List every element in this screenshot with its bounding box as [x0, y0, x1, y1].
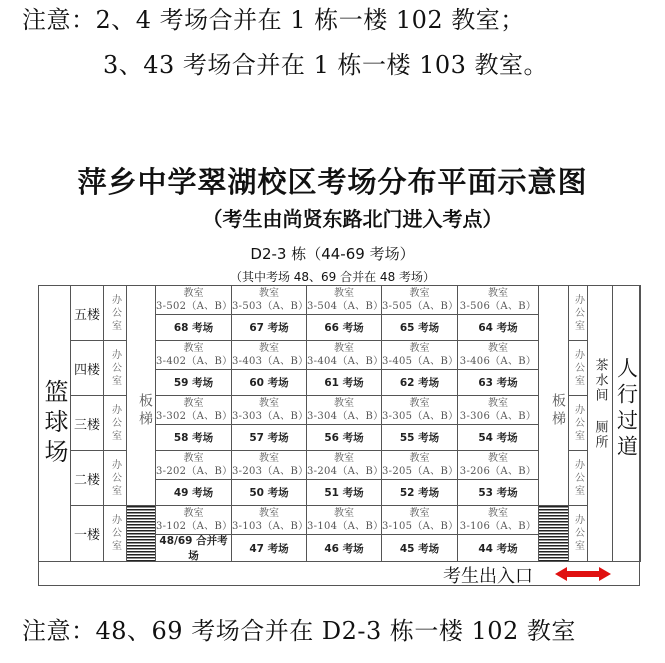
exam-room: 49 考场	[155, 479, 232, 506]
double-arrow-icon	[555, 566, 611, 585]
office-right: 办公室	[568, 285, 588, 341]
tea-room-restroom: 茶水间 厕所	[587, 285, 613, 562]
classroom	[155, 395, 232, 425]
stairs-right: 板梯	[538, 285, 569, 506]
classroom	[381, 450, 458, 480]
building-note: （其中考场 48、69 合并在 48 考场）	[229, 270, 436, 284]
basketball-court: 篮球场	[38, 285, 71, 562]
classroom-code: 3-503（A、B）	[232, 301, 309, 312]
floor-label: 二楼	[70, 450, 104, 506]
classroom	[306, 285, 382, 315]
pedestrian-walkway: 人行过道	[612, 285, 641, 562]
office-right: 办公室	[568, 505, 588, 562]
top-note-line-2: 3、43 考场合并在 1 栋一楼 103 教室。	[103, 51, 549, 79]
exam-room: 65 考场	[381, 314, 458, 341]
classroom-code: 3-203（A、B）	[232, 466, 309, 477]
classroom-code: 3-303（A、B）	[232, 411, 309, 422]
classroom-label: 教室	[409, 453, 430, 464]
classroom-label: 教室	[259, 453, 279, 464]
exam-room: 51 考场	[306, 479, 382, 506]
classroom	[457, 395, 539, 425]
exam-room: 46 考场	[306, 534, 382, 562]
entrance-label: 考生出入口	[443, 566, 533, 587]
page-title: 萍乡中学翠湖校区考场分布平面示意图	[77, 165, 588, 199]
exam-room: 55 考场	[381, 424, 458, 451]
classroom-code: 3-105（A、B）	[382, 521, 459, 532]
classroom-label: 教室	[334, 508, 354, 519]
classroom-code: 3-406（A、B）	[459, 356, 537, 367]
classroom-label: 教室	[488, 508, 508, 519]
classroom	[155, 340, 232, 370]
classroom-label: 教室	[183, 453, 204, 464]
classroom-label: 教室	[259, 343, 279, 354]
classroom	[381, 505, 458, 535]
exam-room: 44 考场	[457, 534, 539, 562]
classroom	[231, 340, 307, 370]
exam-room: 47 考场	[231, 534, 307, 562]
exam-room: 45 考场	[381, 534, 458, 562]
bottom-note: 注意：48、69 考场合并在 D2-3 栋一楼 102 教室	[22, 617, 576, 645]
classroom-code: 3-106（A、B）	[459, 521, 537, 532]
stairs-steps-left	[126, 505, 156, 562]
classroom-code: 3-502（A、B）	[156, 301, 233, 312]
building-name: D2-3 栋（44-69 考场）	[250, 245, 415, 263]
classroom-label: 教室	[334, 398, 354, 409]
page-subtitle: （考生由尚贤东路北门进入考点）	[202, 207, 503, 231]
classroom-label: 教室	[183, 398, 204, 409]
classroom	[381, 285, 458, 315]
classroom-code: 3-205（A、B）	[382, 466, 459, 477]
classroom	[231, 450, 307, 480]
classroom-code: 3-304（A、B）	[307, 411, 384, 422]
top-note-line-1: 注意：2、4 考场合并在 1 栋一楼 102 教室；	[22, 6, 525, 34]
classroom-label: 教室	[488, 343, 508, 354]
classroom-code: 3-504（A、B）	[307, 301, 384, 312]
classroom	[155, 505, 232, 535]
exam-room: 59 考场	[155, 369, 232, 396]
classroom	[306, 505, 382, 535]
classroom-code: 3-104（A、B）	[307, 521, 384, 532]
exam-room: 48/69 合并考场	[155, 534, 232, 562]
classroom	[231, 395, 307, 425]
exam-room: 50 考场	[231, 479, 307, 506]
office-left: 办公室	[103, 285, 127, 341]
classroom-code: 3-506（A、B）	[459, 301, 537, 312]
classroom	[457, 505, 539, 535]
office-right: 办公室	[568, 340, 588, 396]
classroom-label: 教室	[259, 508, 279, 519]
floor-label: 五楼	[70, 285, 104, 341]
classroom	[457, 285, 539, 315]
classroom	[231, 285, 307, 315]
exam-room: 60 考场	[231, 369, 307, 396]
classroom-label: 教室	[409, 508, 430, 519]
classroom	[381, 340, 458, 370]
classroom-code: 3-302（A、B）	[156, 411, 233, 422]
classroom-label: 教室	[409, 398, 430, 409]
classroom-code: 3-102（A、B）	[156, 521, 233, 532]
exam-room: 56 考场	[306, 424, 382, 451]
floor-label: 一楼	[70, 505, 104, 562]
classroom-label: 教室	[183, 343, 204, 354]
exam-room: 68 考场	[155, 314, 232, 341]
classroom-code: 3-505（A、B）	[382, 301, 459, 312]
classroom-code: 3-306（A、B）	[459, 411, 537, 422]
exam-room: 61 考场	[306, 369, 382, 396]
classroom-label: 教室	[259, 288, 279, 299]
classroom-code: 3-202（A、B）	[156, 466, 233, 477]
exam-room: 53 考场	[457, 479, 539, 506]
exam-room: 64 考场	[457, 314, 539, 341]
classroom-code: 3-204（A、B）	[307, 466, 384, 477]
exam-room: 57 考场	[231, 424, 307, 451]
classroom	[457, 340, 539, 370]
classroom-code: 3-404（A、B）	[307, 356, 384, 367]
office-right: 办公室	[568, 450, 588, 506]
office-left: 办公室	[103, 340, 127, 396]
classroom	[155, 450, 232, 480]
classroom-label: 教室	[334, 453, 354, 464]
classroom	[231, 505, 307, 535]
classroom	[155, 285, 232, 315]
classroom-label: 教室	[409, 288, 430, 299]
exam-room: 54 考场	[457, 424, 539, 451]
classroom-code: 3-206（A、B）	[459, 466, 537, 477]
classroom-label: 教室	[259, 398, 279, 409]
office-right: 办公室	[568, 395, 588, 451]
floor-plan	[38, 285, 640, 586]
classroom-label: 教室	[409, 343, 430, 354]
classroom-label: 教室	[488, 288, 508, 299]
classroom-label: 教室	[183, 508, 204, 519]
floor-label: 四楼	[70, 340, 104, 396]
classroom	[457, 450, 539, 480]
classroom	[306, 395, 382, 425]
floor-label: 三楼	[70, 395, 104, 451]
classroom-code: 3-103（A、B）	[232, 521, 309, 532]
exam-room: 63 考场	[457, 369, 539, 396]
classroom-code: 3-403（A、B）	[232, 356, 309, 367]
classroom-label: 教室	[334, 343, 354, 354]
classroom-label: 教室	[183, 288, 204, 299]
office-left: 办公室	[103, 505, 127, 562]
office-left: 办公室	[103, 395, 127, 451]
classroom-code: 3-405（A、B）	[382, 356, 459, 367]
stairs-left: 板梯	[126, 285, 156, 506]
exam-room: 62 考场	[381, 369, 458, 396]
classroom-code: 3-305（A、B）	[382, 411, 459, 422]
office-left: 办公室	[103, 450, 127, 506]
classroom-label: 教室	[488, 398, 508, 409]
exam-room: 52 考场	[381, 479, 458, 506]
classroom	[306, 340, 382, 370]
classroom-label: 教室	[334, 288, 354, 299]
classroom	[306, 450, 382, 480]
exam-room: 66 考场	[306, 314, 382, 341]
exam-room: 58 考场	[155, 424, 232, 451]
classroom	[381, 395, 458, 425]
classroom-label: 教室	[488, 453, 508, 464]
stairs-steps-right	[538, 505, 569, 562]
exam-room: 67 考场	[231, 314, 307, 341]
classroom-code: 3-402（A、B）	[156, 356, 233, 367]
